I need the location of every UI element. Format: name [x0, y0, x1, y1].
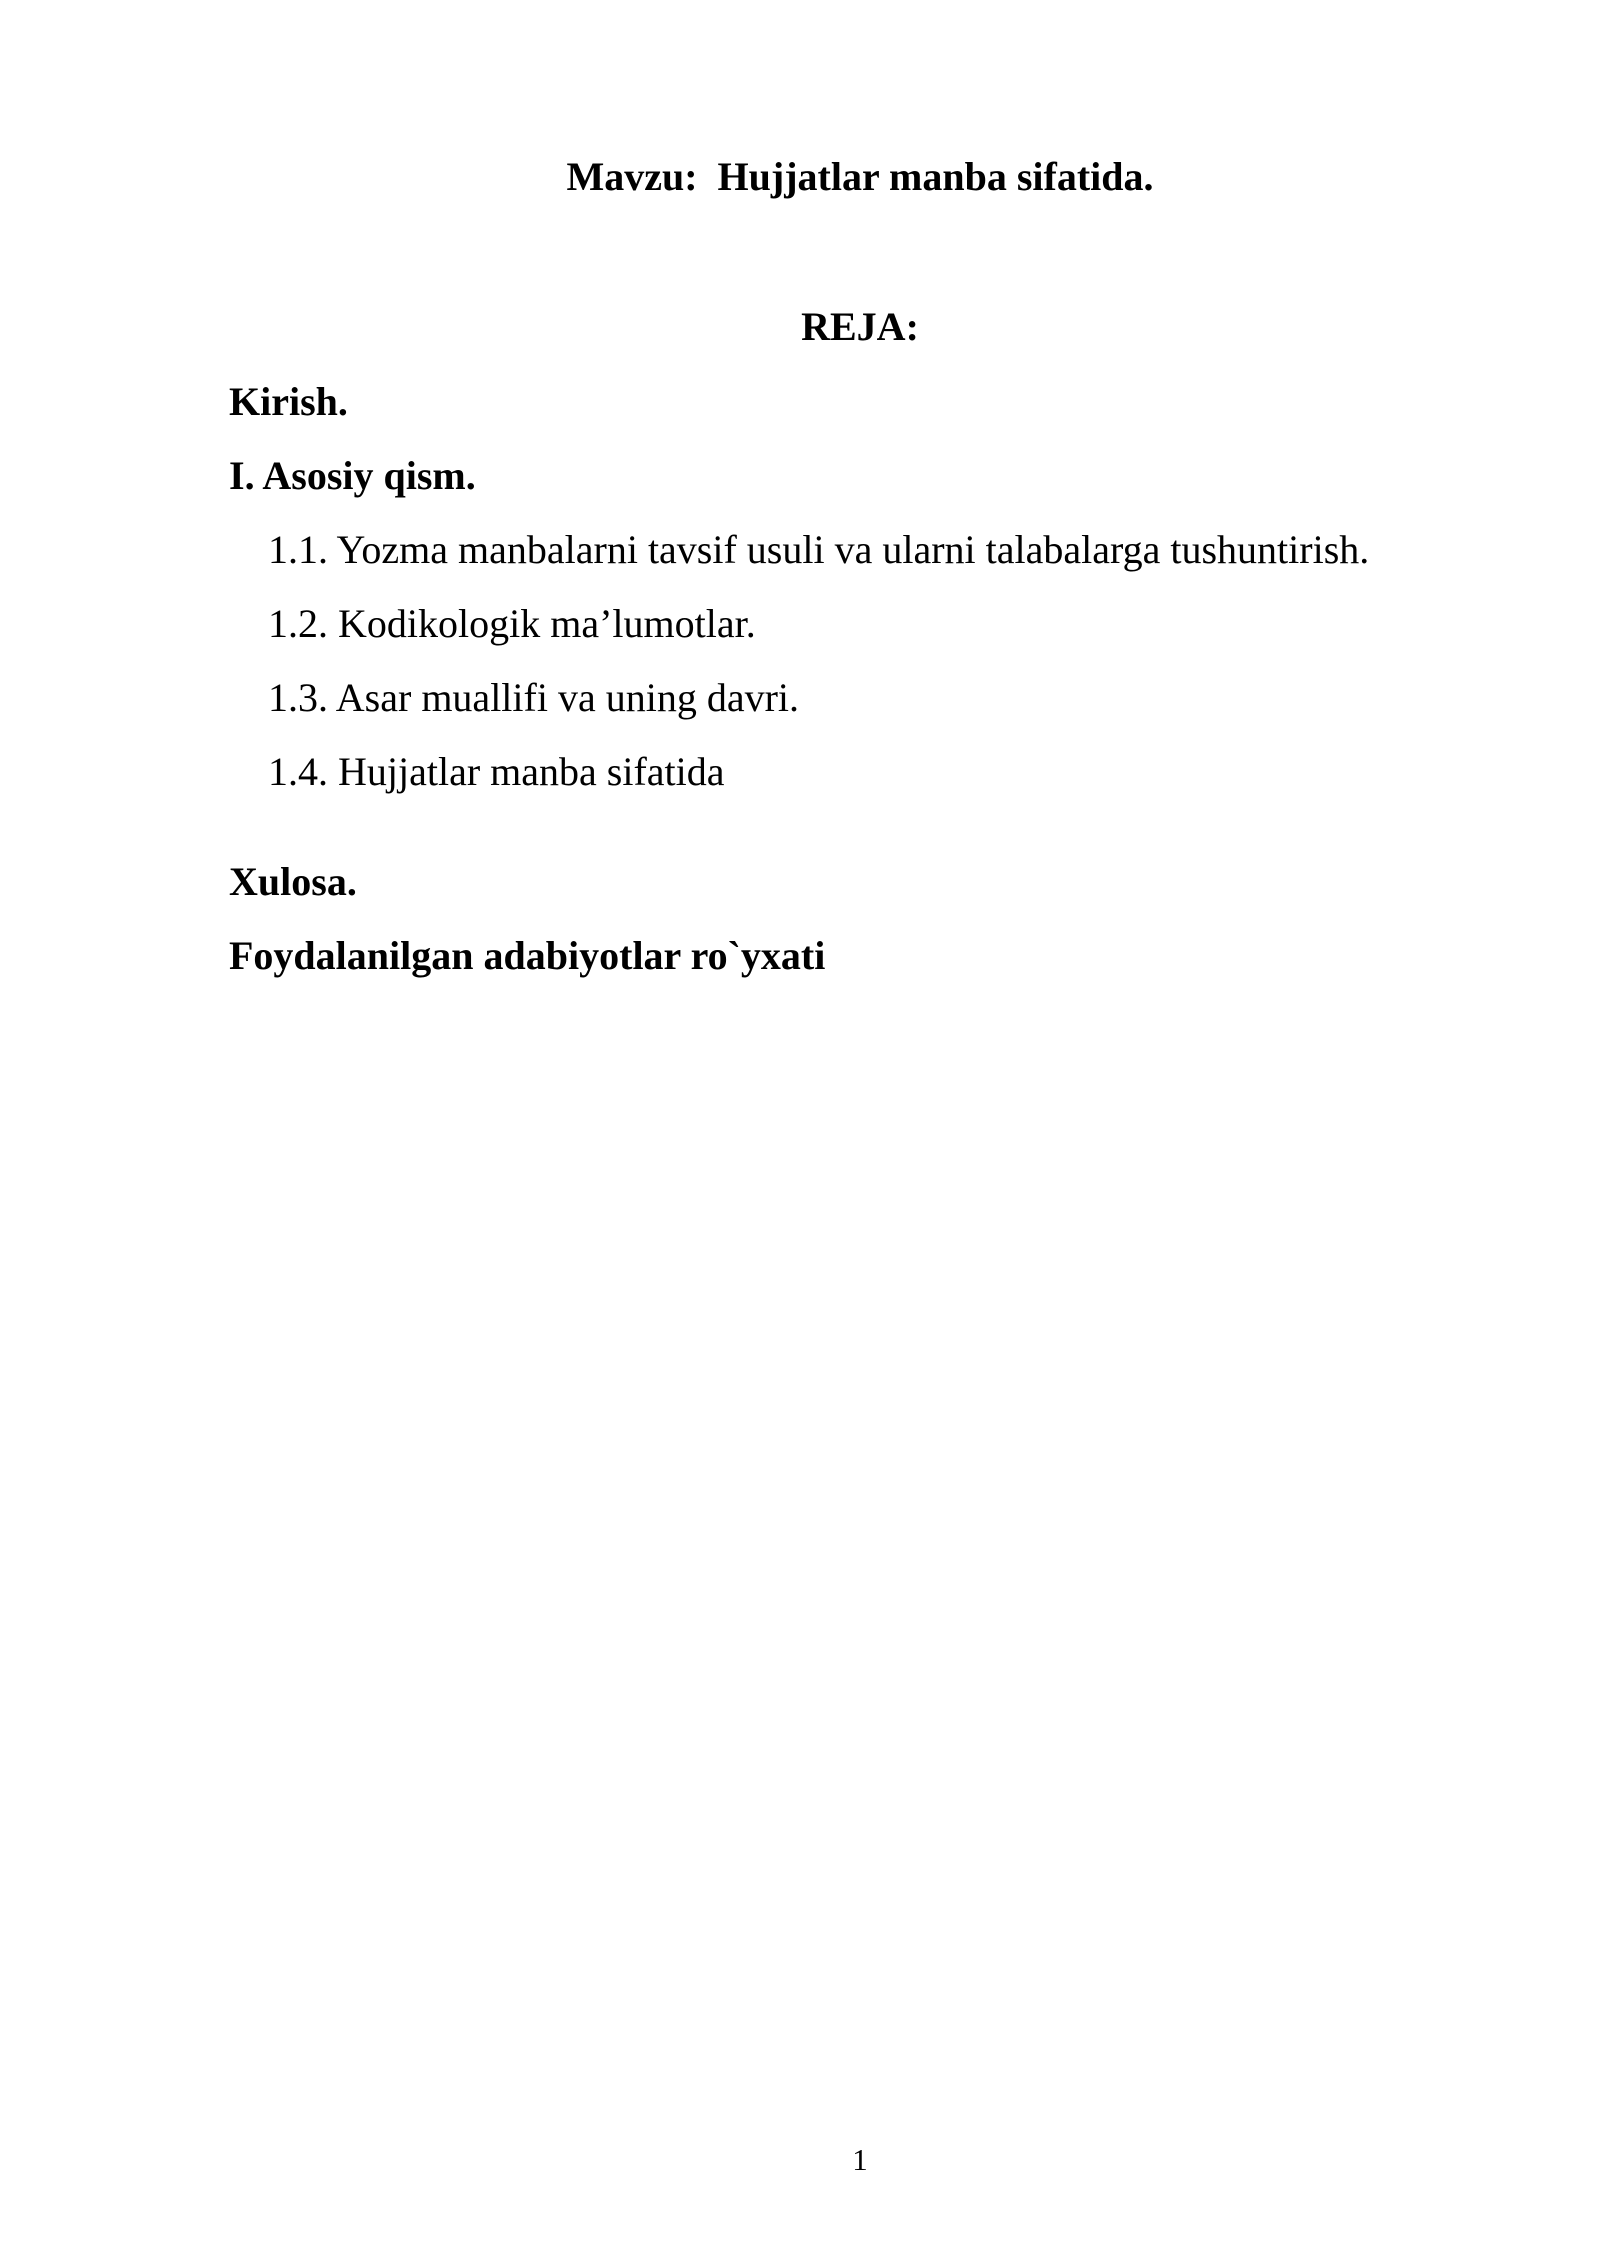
plan-subitem: 1.2. Kodikologik ma’lumotlar. [268, 601, 756, 646]
plan-item-conclusion: Xulosa. [229, 859, 357, 904]
plan-subitem: 1.3. Asar muallifi va uning davri. [268, 675, 800, 720]
plan-heading: REJA: [801, 304, 919, 349]
page-title: Mavzu: Hujjatlar manba sifatida. [566, 154, 1154, 199]
plan-item-main-part: I. Asosiy qism. [229, 453, 476, 498]
plan-subitem: 1.4. Hujjatlar manba sifatida [268, 749, 725, 794]
page-number: 1 [852, 2142, 868, 2177]
plan-item-introduction: Kirish. [229, 379, 348, 424]
plan-item-references: Foydalanilgan adabiyotlar ro`yxati [229, 933, 826, 978]
plan-subitem: 1.1. Yozma manbalarni tavsif usuli va ularni talabalarga tushuntirish. [268, 527, 1370, 572]
